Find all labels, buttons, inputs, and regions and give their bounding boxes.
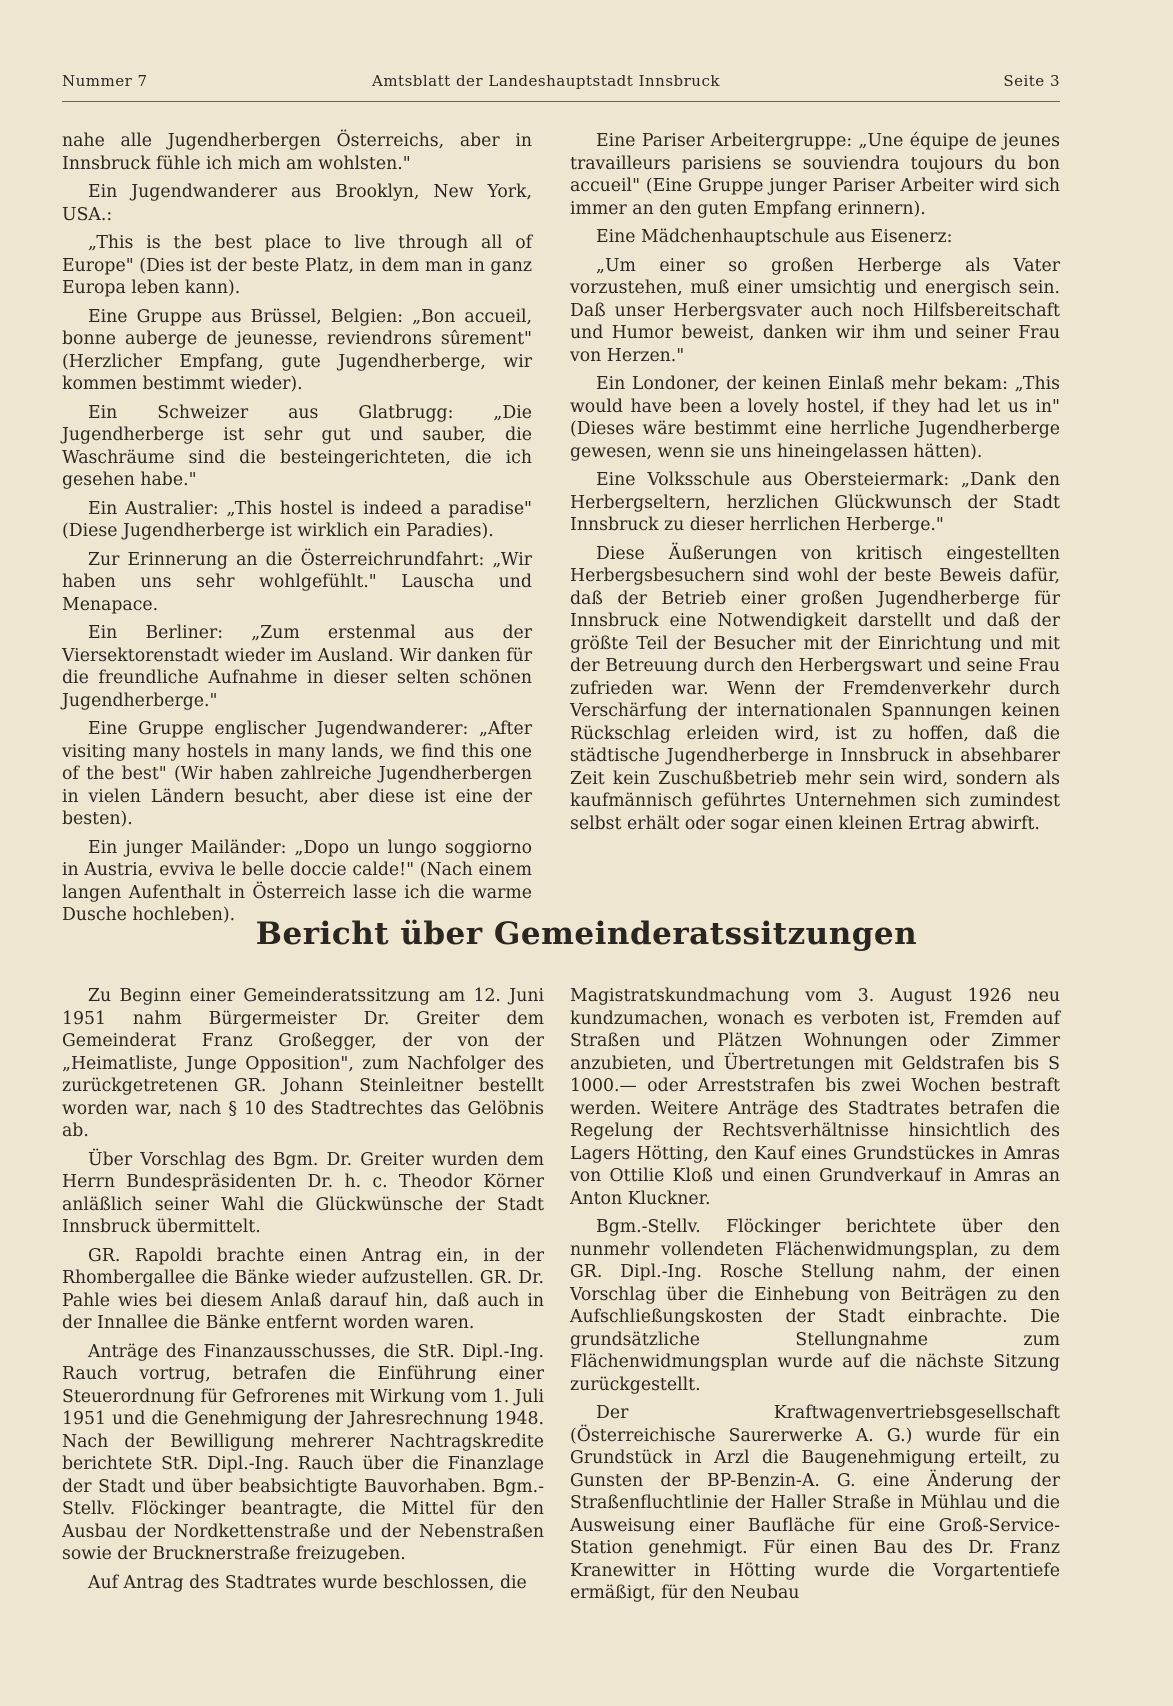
header-rule (62, 101, 1060, 102)
paragraph: Zu Beginn einer Gemeinderatssitzung am 12. Juni 1951 nahm Bürgermeister Dr. Greiter dem Gemeinderat Franz Großegger, der von der „Heimatliste, Junge Opposition", zum Nachfolger des zurückgetretenen GR. Johann Steinleitner bestellt worden war, nach § 10 des Stadtrechtes das Gelöbnis ab. (62, 986, 544, 1141)
paragraph: „Um einer so großen Herberge als Vater vorzustehen, muß einer umsichtig und energisch sein. Daß unser Herbergsvater auch noch Hilfsbereitschaft und Humor beweist, danken wir ihm und seiner Frau von Herzen." (570, 255, 1060, 366)
paragraph: Eine Mädchenhauptschule aus Eisenerz: (596, 227, 953, 247)
issue-number: Nummer 7 (62, 72, 148, 90)
paragraph: Ein Schweizer aus Glatbrugg: „Die Jugendherberge ist sehr gut und sauber, die Waschräume sind die besteingerichteten, die ich gesehen habe." (62, 402, 532, 490)
column-1 (62, 130, 532, 933)
section-heading: Bericht über Gemeinderatssitzungen (255, 916, 918, 952)
publication-title: Amtsblatt der Landeshauptstadt Innsbruck (372, 72, 720, 90)
paragraph: nahe alle Jugendherbergen Österreichs, aber in Innsbruck fühle ich mich am wohlsten." (62, 131, 532, 174)
paragraph: Eine Pariser Arbeitergruppe: „Une équipe de jeunes travailleurs parisiens se souviendra toujours du bon accueil" (Eine Gruppe junger Pariser Arbeiter wird sich immer an den guten Empfang erinnern). (570, 131, 1060, 219)
paragraph: Diese Äußerungen von kritisch eingestellten Herbergsbesuchern sind wohl der beste Beweis dafür, daß der Betrieb einer großen Jugendherberge für Innsbruck eine Notwendigkeit darstellt und daß der größte Teil der Besucher mit der Einrichtung und mit der Betreuung durch den Herbergswart und seine Frau zufrieden war. Wenn der Fremdenverkehr durch Verschärfung der internationalen Spannungen keinen Rückschlag erleiden wird, ist zu hoffen, daß die städtische Jugendherberge in Innsbruck in absehbarer Zeit kein Zuschußbetrieb mehr sein wird, sondern als kaufmännisch geführtes Unternehmen sich zumindest selbst erhält oder sogar einen kleinen Ertrag abwirft. (570, 543, 1060, 834)
paragraph: Zur Erinnerung an die Österreichrundfahrt: „Wir haben uns sehr wohlgefühlt." Lauscha und Menapace. (62, 549, 532, 615)
paragraph: GR. Rapoldi brachte einen Antrag ein, in der Rhombergallee die Bänke wieder aufzustellen. GR. Dr. Pahle wies bei diesem Anlaß darauf hin, daß auch in der Innallee die Bänke entfernt worden waren. (62, 1245, 544, 1333)
page-header (62, 72, 1060, 96)
paragraph: Eine Volksschule aus Obersteiermark: „Dank den Herbergseltern, herzlichen Glückwunsch der Stadt Innsbruck zu dieser herrlichen Herberge." (570, 470, 1060, 535)
paragraph: Über Vorschlag des Bgm. Dr. Greiter wurden dem Herrn Bundespräsidenten Dr. h. c. Theodor Körner anläßlich seiner Wahl die Glückwünsche der Stadt Innsbruck übermittelt. (62, 1149, 544, 1237)
paragraph: Der Kraftwagenvertriebsgesellschaft (Österreichische Saurerwerke A. G.) wurde für ein Grundstück in Arzl die Baugenehmigung erteilt, zu Gunsten der BP-Benzin-A. G. eine Änderung der Straßenfluchtlinie der Haller Straße in Mühlau und die Ausweisung einer Baufläche für eine Groß-Service-Station genehmigt. Für einen Bau des Dr. Franz Kranewitter in Hötting wurde die Vorgartentiefe ermäßigt, für den Neubau (570, 1403, 1060, 1603)
paragraph: Ein junger Mailänder: „Dopo un lungo soggiorno in Austria, evviva le belle doccie calde!" (Nach einem langen Aufenthalt in Österreich lasse ich die warme Dusche hochleben). (62, 837, 532, 925)
paragraph: Ein Londoner, der keinen Einlaß mehr bekam: „This would have been a lovely hostel, if they had let us in" (Dieses wäre bestimmt eine herrliche Jugendherberge gewesen, wenn sie uns hineingelassen hätten). (570, 374, 1060, 462)
paragraph: „This is the best place to live through all of Europe" (Dies ist der beste Platz, in dem man in ganz Europa leben kann). (62, 233, 532, 298)
paragraph: Ein Australier: „This hostel is indeed a paradise" (Diese Jugendherberge ist wirklich ein Paradies). (62, 498, 532, 541)
column-4 (570, 985, 1060, 1611)
paragraph: Eine Gruppe englischer Jugendwanderer: „After visiting many hostels in many lands, we find this one of the best" (Wir haben zahlreiche Jugendherbergen in vielen Ländern besucht, aber diese ist eine der besten). (62, 719, 532, 829)
paragraph: Auf Antrag des Stadtrates wurde beschlossen, die (88, 1572, 527, 1593)
page-number: Seite 3 (1003, 72, 1060, 90)
paragraph: Eine Gruppe aus Brüssel, Belgien: „Bon accueil, bonne auberge de jeunesse, reviendrons sûrement" (Herzlicher Empfang, gute Jugendherberge, wir kommen bestimmt wieder). (62, 306, 532, 394)
paragraph: Ein Jugendwanderer aus Brooklyn, New York, USA.: (62, 182, 532, 225)
column-3 (62, 985, 544, 1600)
paragraph: Ein Berliner: „Zum erstenmal aus der Viersektorenstadt wieder im Ausland. Wir danken für die freundliche Aufnahme in dieser selten schönen Jugendherberge." (62, 623, 532, 711)
paragraph: Anträge des Finanzausschusses, die StR. Dipl.-Ing. Rauch vortrug, betrafen die Einführung einer Steuerordnung für Gefrorenes mit Wirkung vom 1. Juli 1951 und die Genehmigung der Jahresrechnung 1948. Nach der Bewilligung mehrerer Nachtragskredite berichtete StR. Dipl.-Ing. Rauch über die Finanzlage der Stadt und über beabsichtigte Bauvorhaben. Bgm.-Stellv. Flöckinger beantragte, die Mittel für den Ausbau der Nordkettenstraße und der Nebenstraßen sowie der Brucknerstraße freizugeben. (62, 1341, 544, 1564)
column-2 (570, 130, 1060, 841)
paragraph: Bgm.-Stellv. Flöckinger berichtete über den nunmehr vollendeten Flächenwidmungsplan, zu dem GR. Dipl.-Ing. Rosche Stellung nahm, der einen Vorschlag über die Einhebung von Beiträgen zu den Aufschließungskosten der Stadt einbrachte. Die grundsätzliche Stellungnahme zum Flächenwidmungsplan wurde auf die nächste Sitzung zurückgestellt. (570, 1217, 1060, 1395)
paragraph: Magistratskundmachung vom 3. August 1926 neu kundzumachen, wonach es verboten ist, Fremden auf Straßen und Plätzen Wohnungen oder Zimmer anzubieten, und Übertretungen mit Geldstrafen bis S 1000.— oder Arreststrafen bis zwei Wochen bestraft werden. Weitere Anträge des Stadtrates betrafen die Regelung der Rechtsverhältnisse hinsichtlich des Lagers Hötting, den Kauf eines Grundstückes in Amras von Ottilie Kloß und einen Grundverkauf in Amras an Anton Kluckner. (570, 986, 1060, 1209)
